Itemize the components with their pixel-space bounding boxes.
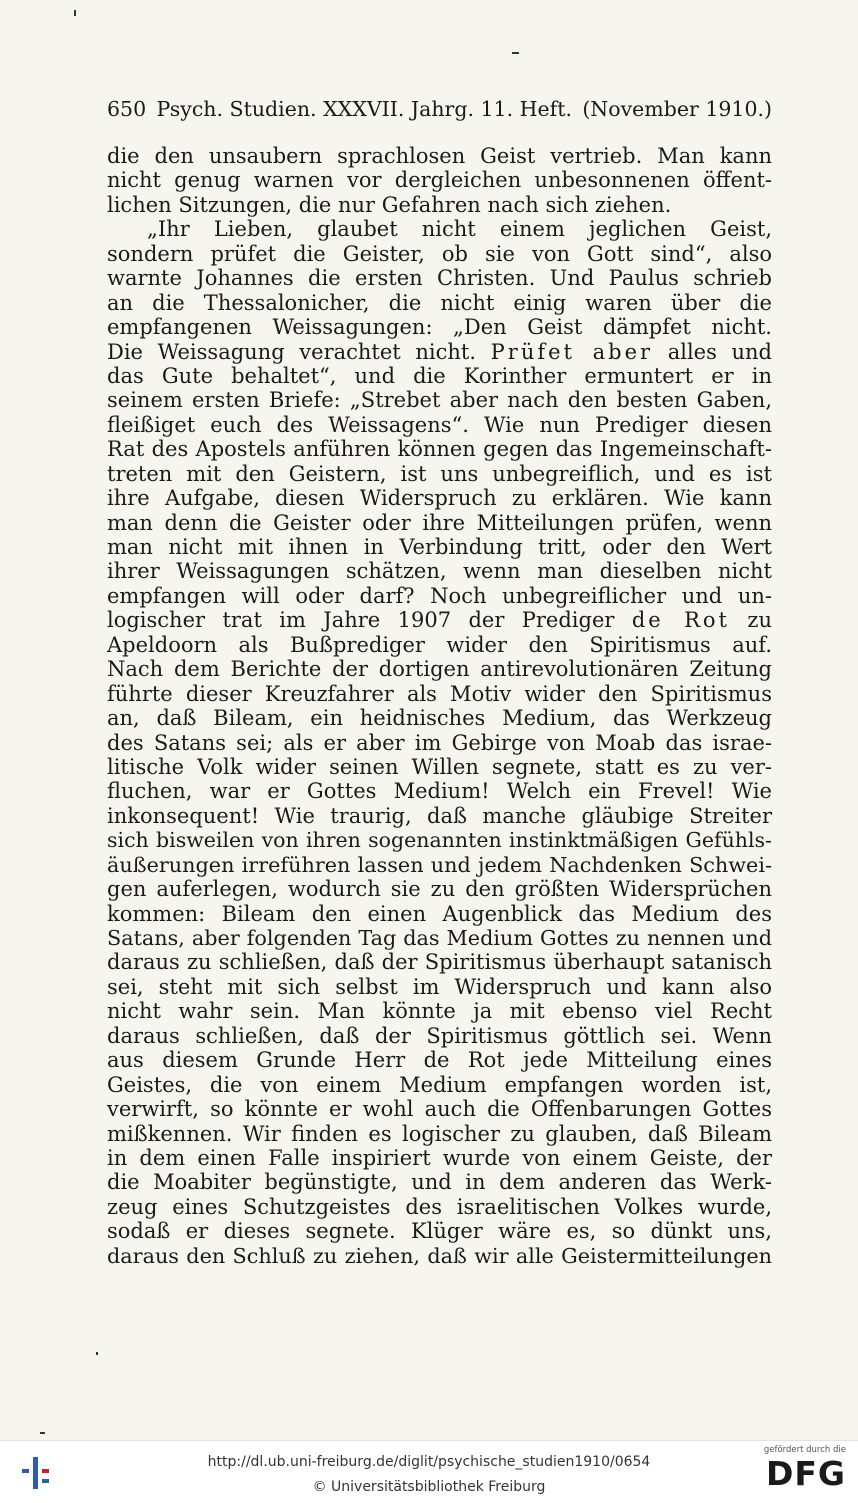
text-segment: zu	[747, 608, 772, 633]
scan-speck	[74, 10, 76, 16]
text-line: das Gute behaltet“, und die Korinther ermuntert er in	[107, 363, 772, 388]
scan-speck	[96, 1352, 98, 1355]
text-line	[107, 340, 772, 364]
text-line: sodaß er dieses segnete. Klüger wäre es, so dünkt uns,	[107, 1219, 772, 1244]
running-header	[107, 96, 772, 122]
text-line: Satans, aber folgenden Tag das Medium Gottes zu nennen und	[107, 926, 772, 950]
text-line: mißkennen. Wir finden es logischer zu glauben, daß Bileam	[107, 1121, 772, 1146]
text-line: ihre Aufgabe, diesen Widerspruch zu erklären. Wie kann	[107, 486, 772, 511]
text-line: zeug eines Schutzgeistes des israelitischen Volkes wurde,	[107, 1194, 772, 1219]
text-line: ihrer Weissagungen schätzen, wenn man dieselben nicht	[107, 559, 772, 584]
permalink[interactable]: http://dl.ub.uni-freiburg.de/diglit/psychische_studien1910/0654	[207, 1454, 651, 1470]
text-line: aus diesem Grunde Herr de Rot jede Mitteilung eines	[107, 1048, 772, 1073]
text-line: Apeldoorn als Bußprediger wider den Spiritismus auf.	[107, 632, 772, 657]
emphasized-name: de Rot	[631, 608, 730, 633]
body-text	[107, 144, 772, 1268]
text-line: sondern prüfet die Geister, ob sie von Gott sind“, also	[107, 241, 772, 266]
text-segment: alles und	[667, 339, 772, 364]
text-line: man nicht mit ihnen in Verbindung tritt, oder den Wert	[107, 535, 772, 559]
text-line: Geistes, die von einem Medium empfangen worden ist,	[107, 1072, 772, 1097]
text-line: warnte Johannes die ersten Christen. Und Paulus schrieb	[107, 266, 772, 291]
text-line: Nach dem Berichte der dortigen antirevolutionären Zeitung	[107, 657, 772, 682]
text-line: des Satans sei; als er aber im Gebirge von Moab das israe-	[107, 730, 772, 755]
text-line: fluchen, war er Gottes Medium! Welch ein Frevel! Wie	[107, 779, 772, 804]
text-line: an, daß Bileam, ein heidnisches Medium, das Werkzeug	[107, 706, 772, 731]
text-line: empfangen will oder darf? Noch unbegreiflicher und un-	[107, 583, 772, 608]
library-footer	[0, 1440, 858, 1503]
text-line: treten mit den Geistern, ist uns unbegreiflich, und es ist	[107, 461, 772, 486]
text-line: lichen Sitzungen, die nur Gefahren nach sich ziehen.	[107, 192, 672, 217]
page-number: 650	[107, 97, 147, 121]
funding-note: gefördert durch die	[763, 1445, 846, 1455]
text-line: verwirft, so könnte er wohl auch die Offenbarungen Gottes	[107, 1097, 772, 1122]
journal-title: Psych. Studien. XXXVII. Jahrg. 11. Heft.	[156, 97, 572, 121]
text-segment: logischer trat im Jahre 1907 der Prediger	[107, 608, 615, 633]
dfg-logo	[754, 1445, 846, 1499]
text-line: äußerungen irreführen lassen und jedem Nachdenken Schwei-	[107, 852, 772, 877]
text-line: man denn die Geister oder ihre Mitteilungen prüfen, wenn	[107, 510, 772, 535]
text-line: an die Thessalonicher, die nicht einig waren über die	[107, 290, 772, 315]
text-line: gen auferlegen, wodurch sie zu den größten Widersprüchen	[107, 877, 772, 902]
text-line: die Moabiter begünstigte, und in dem anderen das Werk-	[107, 1170, 772, 1195]
text-line: sei, steht mit sich selbst im Widerspruch und kann also	[107, 974, 772, 999]
text-line: in dem einen Falle inspiriert wurde von einem Geiste, der	[107, 1145, 772, 1170]
text-line: fleißiget euch des Weissagens“. Wie nun Prediger diesen	[107, 412, 772, 437]
text-line: nicht genug warnen vor dergleichen unbesonnenen öffent-	[107, 168, 772, 193]
text-line: kommen: Bileam den einen Augenblick das Medium des	[107, 901, 772, 926]
issue-date: (November 1910.)	[582, 97, 772, 121]
text-line: daraus schließen, daß der Spiritismus göttlich sei. Wenn	[107, 1023, 772, 1048]
text-line: daraus zu schließen, daß der Spiritismus überhaupt satanisch	[107, 950, 772, 975]
text-line: inkonsequent! Wie traurig, daß manche gläubige Streiter	[107, 803, 772, 828]
text-line: empfangenen Weissagungen: „Den Geist dämpfet nicht.	[107, 315, 772, 340]
text-segment: Die Weissagung verachtet nicht.	[107, 339, 477, 364]
text-line: nicht wahr sein. Man könnte ja mit ebenso viel Recht	[107, 999, 772, 1024]
text-line: die den unsaubern sprachlosen Geist vertrieb. Man kann	[107, 144, 772, 168]
copyright-notice: © Universitätsbibliothek Freiburg	[312, 1479, 546, 1495]
dfg-wordmark: DFG	[765, 1454, 846, 1493]
emphasized-text: Prüfet aber	[490, 339, 654, 364]
scan-speck	[40, 1432, 45, 1434]
text-line: daraus den Schluß zu ziehen, daß wir alle Geistermitteilungen	[107, 1243, 772, 1268]
text-line: Rat des Apostels anführen können gegen das Ingemeinschaft-	[107, 437, 772, 462]
text-line	[107, 608, 772, 632]
text-line: litische Volk wider seinen Willen segnete, statt es zu ver-	[107, 754, 772, 779]
text-line: sich bisweilen von ihren sogenannten instinktmäßigen Gefühls-	[107, 828, 772, 853]
text-line: führte dieser Kreuzfahrer als Motiv wider den Spiritismus	[107, 681, 772, 706]
text-line: „Ihr Lieben, glaubet nicht einem jeglichen Geist,	[147, 217, 772, 242]
text-line: seinem ersten Briefe: „Strebet aber nach den besten Gaben,	[107, 388, 772, 413]
scan-speck	[512, 52, 519, 54]
